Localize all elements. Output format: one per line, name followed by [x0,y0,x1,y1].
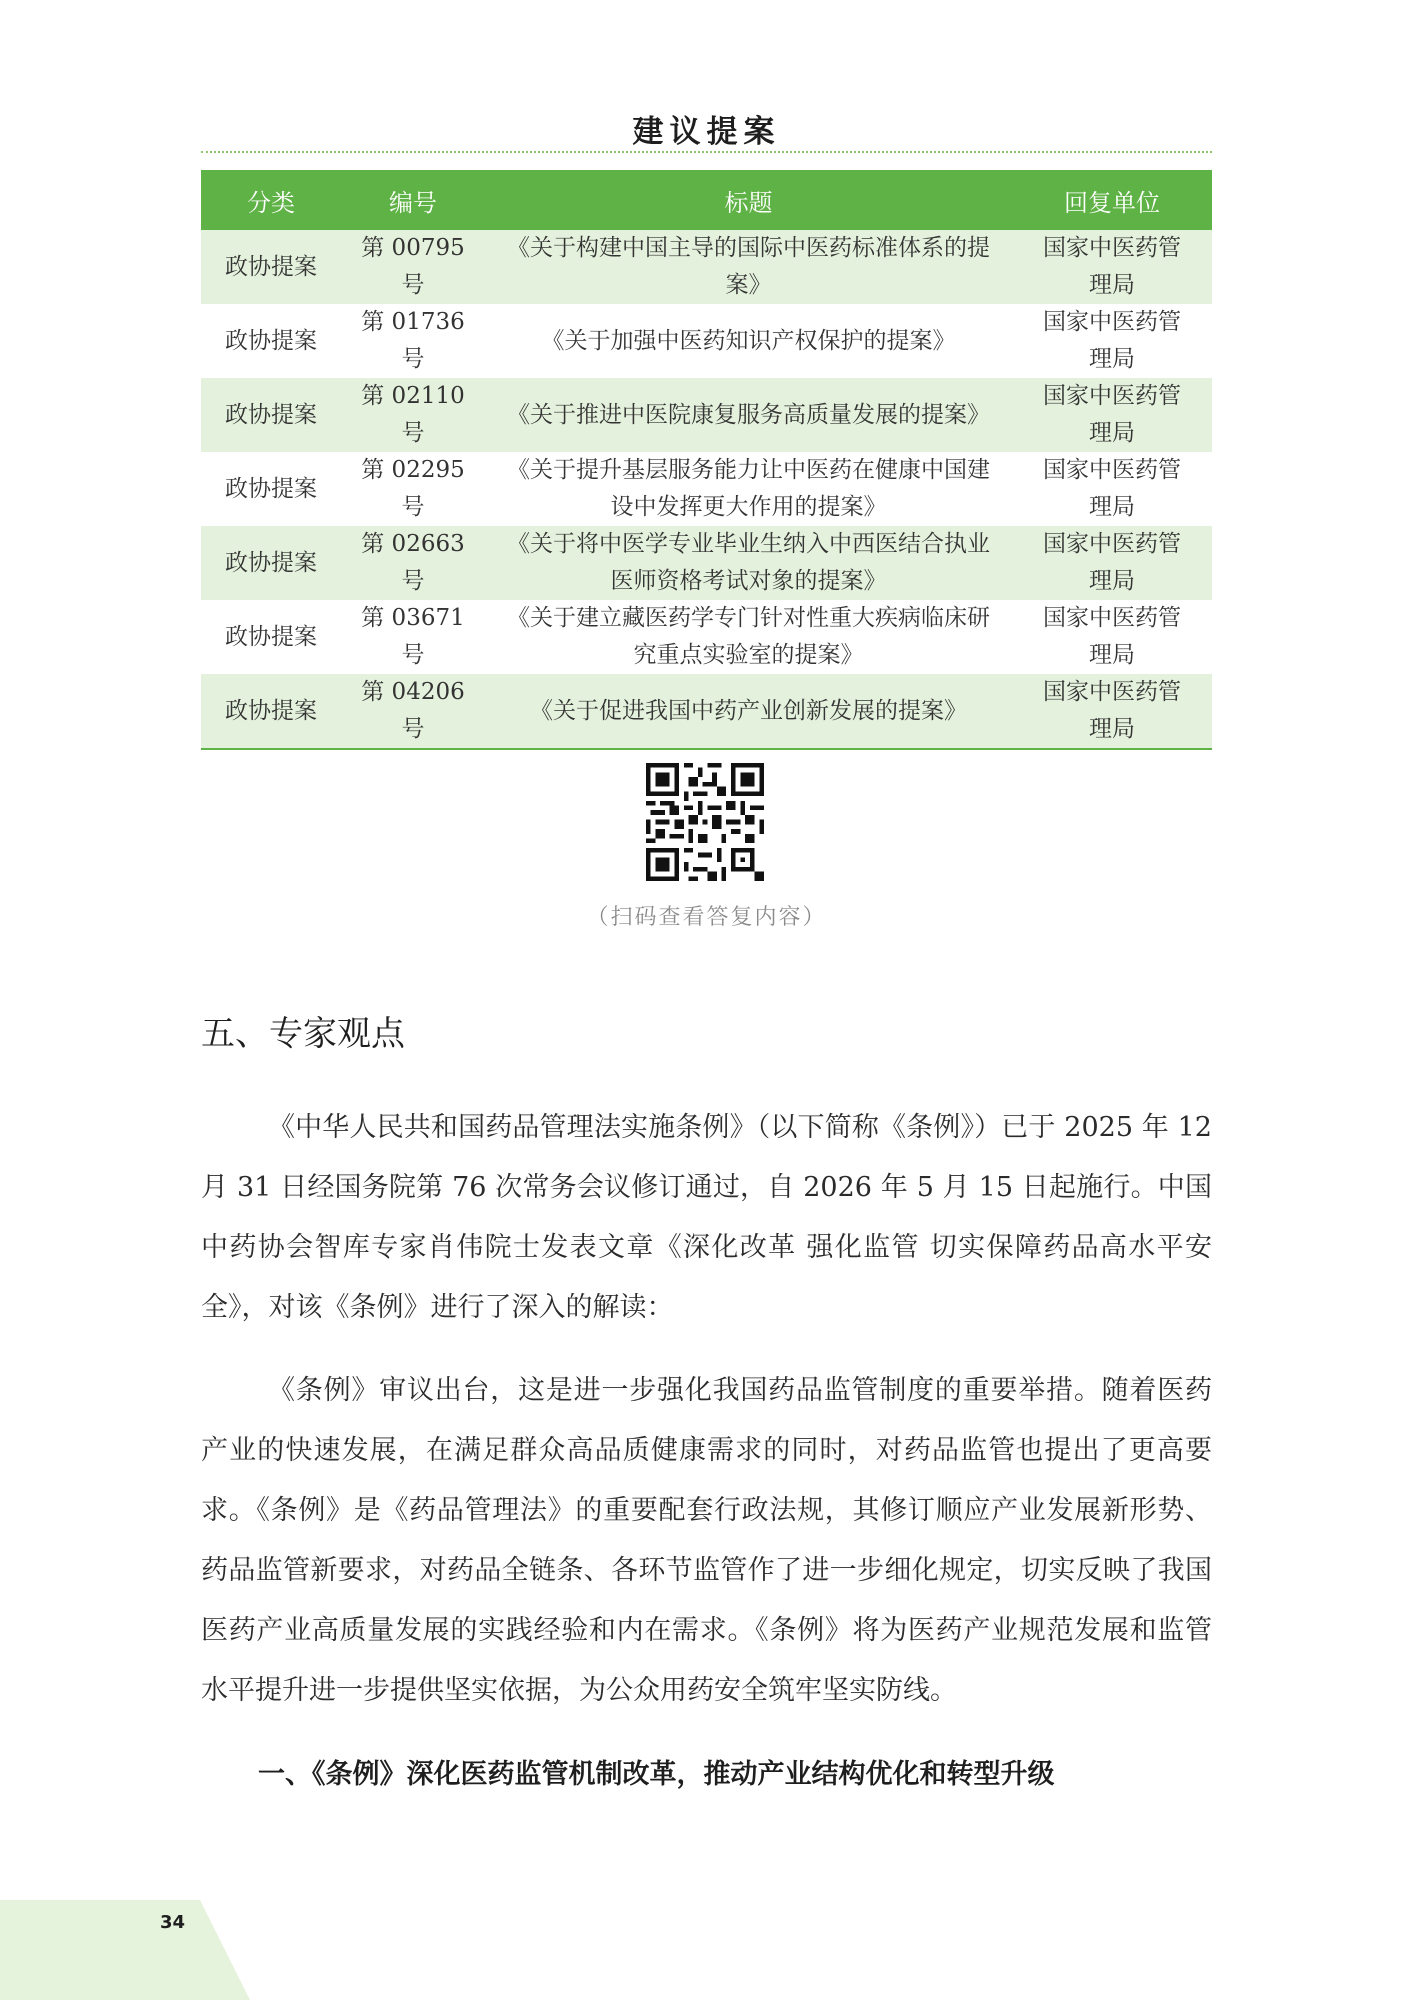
section-heading: 建议提案 [632,114,781,150]
cell-unit [1012,452,1212,526]
cell-unit [1012,230,1212,304]
table-row [201,600,1212,674]
title-line: 究重点实验室的提案》 [633,642,864,668]
unit-line: 国家中医药管 [1043,679,1181,705]
heading-divider [201,151,1212,153]
table-row [201,378,1212,452]
cell-category: 政协提案 [201,230,341,304]
table-row [201,452,1212,526]
title-line: 设中发挥更大作用的提案》 [610,494,887,520]
qr-code-icon[interactable] [646,763,764,881]
cell-number: 第 04206 号 [341,674,485,749]
table-row [201,304,1212,378]
cell-title [485,378,1012,452]
unit-line: 理局 [1089,716,1135,742]
body-paragraph: 《中华人民共和国药品管理法实施条例》（以下简称《条例》）已于 2025 年 12 月 31 日经国务院第 76 次常务会议修订通过，自 2026 年 5 月 15 日起施行。中国中药协会智库专家肖伟院士发表文章《深化改革 强化监管 切实保障药品高水平安全》，对该《条例》进行了深入的解读： [201,1112,1212,1323]
header-title: 标题 [485,170,1012,230]
title-line: 《关于推进中医院康复服务高质量发展的提案》 [507,401,990,428]
proposal-table [201,170,1212,750]
title-line: 《关于提升基层服务能力让中医药在健康中国建 [507,457,990,483]
footer-decoration [0,1900,250,2000]
cell-title [485,230,1012,304]
chapter-title: 五、专家观点 [201,1014,405,1054]
unit-line: 理局 [1089,346,1135,372]
table-header-row [201,170,1212,230]
title-line: 《关于构建中国主导的国际中医药标准体系的提 [507,235,990,261]
cell-number: 第 02663 号 [341,526,485,600]
cell-category: 政协提案 [225,327,317,354]
unit-line: 理局 [1089,494,1135,520]
cell-title [485,304,1012,378]
cell-number: 第 02110 号 [341,378,485,452]
header-category: 分类 [201,170,341,230]
title-line: 《关于加强中医药知识产权保护的提案》 [541,327,956,354]
cell-number: 第 00795 号 [341,230,485,304]
cell-category: 政协提案 [201,526,341,600]
cell-title [485,526,1012,600]
cell-unit [1012,600,1212,674]
cell-category: 政协提案 [201,378,341,452]
table-row [201,526,1212,600]
cell-number: 第 01736 号 [361,309,465,372]
unit-line: 理局 [1089,642,1135,668]
cell-title [485,452,1012,526]
unit-line: 国家中医药管 [1043,457,1181,483]
cell-unit [1012,304,1212,378]
title-line: 《关于将中医学专业毕业生纳入中西医结合执业 [507,531,990,557]
cell-number: 第 03671 号 [361,605,465,668]
qr-caption: （扫码查看答复内容） [586,905,827,930]
unit-line: 国家中医药管 [1043,531,1181,557]
title-line: 《关于建立藏医药学专门针对性重大疾病临床研 [507,605,990,631]
unit-line: 理局 [1089,568,1135,594]
unit-line: 理局 [1089,272,1135,298]
cell-unit [1012,378,1212,452]
sub-heading: 一、《条例》深化医药监管机制改革，推动产业结构优化和转型升级 [258,1759,1055,1790]
unit-line: 国家中医药管 [1043,235,1181,261]
cell-category: 政协提案 [225,623,317,650]
cell-unit [1012,674,1212,749]
page-number: 34 [160,1912,186,1933]
body-paragraph: 《条例》审议出台，这是进一步强化我国药品监管制度的重要举措。随着医药产业的快速发展，在满足群众高品质健康需求的同时，对药品监管也提出了更高要求。《条例》是《药品管理法》的重要配套行政法规，其修订顺应产业发展新形势、药品监管新要求，对药品全链条、各环节监管作了进一步细化规定，切实反映了我国医药产业高质量发展的实践经验和内在需求。《条例》将为医药产业规范发展和监管水平提升进一步提供坚实依据，为公众用药安全筑牢坚实防线。 [201,1375,1212,1706]
title-line: 案》 [725,272,772,298]
cell-category: 政协提案 [201,674,341,749]
unit-line: 国家中医药管 [1043,605,1181,631]
table-row [201,230,1212,304]
table-row [201,674,1212,749]
cell-number: 第 02295 号 [361,457,465,520]
unit-line: 理局 [1089,420,1135,446]
title-line: 《关于促进我国中药产业创新发展的提案》 [530,697,967,724]
cell-unit [1012,526,1212,600]
header-number: 编号 [341,170,485,230]
unit-line: 国家中医药管 [1043,309,1181,335]
title-line: 医师资格考试对象的提案》 [610,568,887,594]
cell-category: 政协提案 [225,475,317,502]
cell-title [485,674,1012,749]
cell-title [485,600,1012,674]
unit-line: 国家中医药管 [1043,383,1181,409]
header-unit: 回复单位 [1012,170,1212,230]
